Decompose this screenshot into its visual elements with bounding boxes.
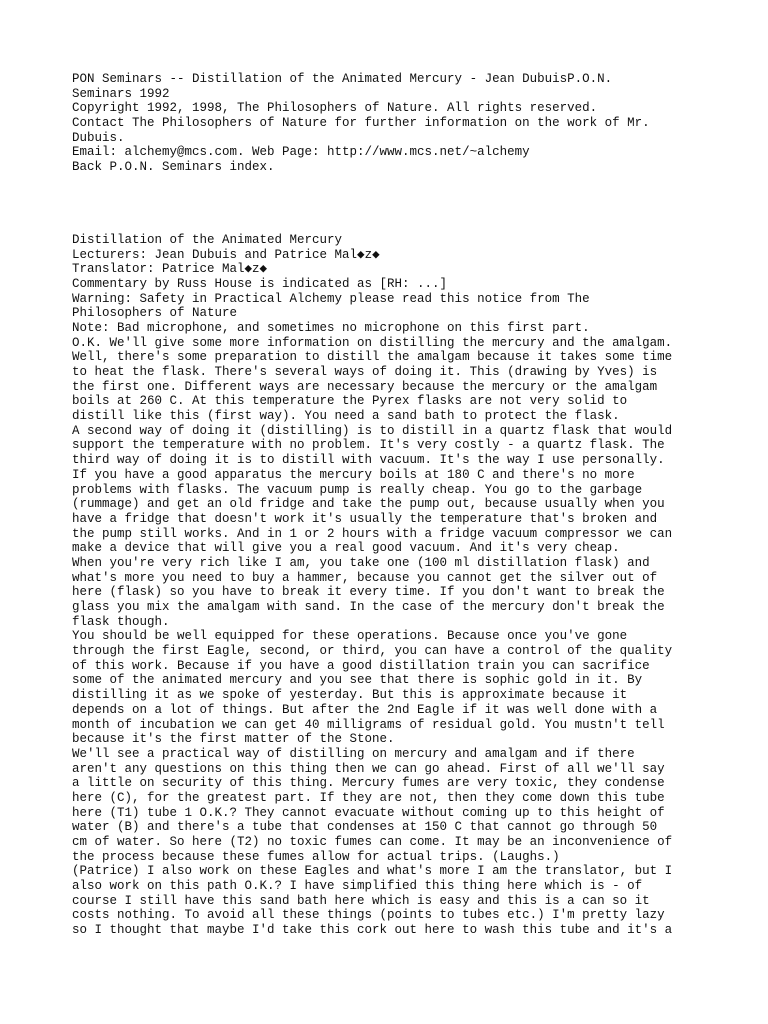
body-line: to heat the flask. There's several ways of doing it. This (drawing by Yves) is (72, 365, 658, 379)
body-line: also work on this path O.K.? I have simplified this thing here which is - of (72, 879, 643, 894)
body-line: third way of doing it is to distill with vacuum. It's the way I use personally. (72, 453, 665, 468)
body-line: the pump still works. And in 1 or 2 hours with a fridge vacuum compressor we can (72, 526, 673, 541)
body-line: If you have a good apparatus the mercury boils at 180 C and there's no more (72, 467, 635, 482)
document-header (72, 72, 762, 175)
body-line: so I thought that maybe I'd take this cork out here to wash this tube and it's a (72, 923, 673, 938)
body-line: costs nothing. To avoid all these things (points to tubes etc.) I'm pretty lazy (72, 908, 665, 923)
body-line: distilling it as we spoke of yesterday. But this is approximate because it (72, 688, 628, 703)
body-line: course I still have this sand bath here which is easy and this is a can so it (72, 893, 650, 908)
body-line: here (C), for the greatest part. If they are not, then they come down this tube (72, 790, 665, 805)
body-line: flask though. (72, 614, 170, 629)
body-line: water (B) and there's a tube that condenses at 150 C that cannot go through 50 (72, 820, 658, 835)
body-line: Translator: Patrice Mal◆z◆ (72, 262, 268, 277)
body-line: When you're very rich like I am, you take one (100 ml distillation flask) and (72, 555, 650, 570)
body-line: aren't any questions on this thing then we can go ahead. First of all we'll say (72, 761, 665, 776)
body-line: (Patrice) I also work on these Eagles and what's more I am the translator, but I (72, 864, 673, 879)
body-line: a little on security of this thing. Mercury fumes are very toxic, they condense (72, 776, 665, 791)
body-line: of this work. Because if you have a good distillation train you can sacrifice (72, 658, 650, 673)
body-line: what's more you need to buy a hammer, because you cannot get the silver out of (72, 570, 658, 585)
body-line: Philosophers of Nature (72, 306, 238, 321)
body-line: Commentary by Russ House is indicated as [RH: ...] (72, 276, 448, 291)
body-line: boils at 260 C. At this temperature the Pyrex flasks are not very solid to (72, 394, 628, 409)
body-line: the process because these fumes allow for actual trips. (Laughs.) (72, 849, 560, 864)
body-line: make a device that will give you a real good vacuum. And it's very cheap. (72, 541, 620, 556)
body-line: have a fridge that doesn't work it's usually the temperature that's broken and (72, 511, 658, 526)
document-page (72, 72, 762, 938)
header-line: Dubuis. (72, 130, 125, 145)
body-line: here (T1) tube 1 O.K.? They cannot evacuate without coming up to this height of (72, 805, 665, 820)
body-line: You should be well equipped for these operations. Because once you've gone (72, 629, 628, 644)
body-line: month of incubation we can get 40 milligrams of residual gold. You mustn't tell (72, 717, 665, 732)
body-line: Distillation of the Animated Mercury (72, 232, 343, 247)
section-spacer (72, 175, 762, 233)
body-line: Note: Bad microphone, and sometimes no microphone on this first part. (72, 320, 590, 335)
body-line: Warning: Safety in Practical Alchemy please read this notice from The (72, 291, 590, 306)
header-line: Copyright 1992, 1998, The Philosophers of Nature. All rights reserved. (72, 101, 598, 116)
body-line: depends on a lot of things. But after the 2nd Eagle if it was well done with a (72, 702, 658, 717)
header-line: Email: alchemy@mcs.com. Web Page: http://www.mcs.net/~alchemy (72, 145, 530, 160)
body-line: (rummage) and get an old fridge and take the pump out, because usually when you (72, 497, 665, 512)
header-line: PON Seminars -- Distillation of the Animated Mercury - Jean DubuisP.O.N. (72, 72, 613, 86)
body-line: here (flask) so you have to break it every time. If you don't want to break the (72, 585, 665, 600)
body-line: Well, there's some preparation to distill the amalgam because it takes some time (72, 350, 673, 365)
body-line: the first one. Different ways are necessary because the mercury or the amalgam (72, 379, 658, 394)
body-line: cm of water. So here (T2) no toxic fumes can come. It may be an inconvenience of (72, 835, 673, 849)
body-line: distill like this (first way). You need a sand bath to protect the flask. (72, 409, 620, 424)
body-line: some of the animated mercury and you see that there is sophic gold in it. By (72, 673, 643, 688)
header-line: Seminars 1992 (72, 86, 170, 101)
header-line: Back P.O.N. Seminars index. (72, 160, 275, 175)
body-line: support the temperature with no problem. It's very costly - a quartz flask. The (72, 438, 665, 453)
document-body (72, 233, 762, 938)
body-line: through the first Eagle, second, or third, you can have a control of the quality (72, 644, 673, 659)
header-line: Contact The Philosophers of Nature for further information on the work of Mr. (72, 116, 650, 131)
body-line: Lecturers: Jean Dubuis and Patrice Mal◆z◆ (72, 247, 380, 262)
body-line: A second way of doing it (distilling) is to distill in a quartz flask that would (72, 423, 673, 438)
body-line: We'll see a practical way of distilling on mercury and amalgam and if there (72, 746, 635, 761)
body-line: problems with flasks. The vacuum pump is really cheap. You go to the garbage (72, 482, 643, 497)
body-line: because it's the first matter of the Stone. (72, 732, 395, 747)
body-line: O.K. We'll give some more information on distilling the mercury and the amalgam. (72, 335, 673, 350)
body-line: glass you mix the amalgam with sand. In the case of the mercury don't break the (72, 600, 665, 614)
